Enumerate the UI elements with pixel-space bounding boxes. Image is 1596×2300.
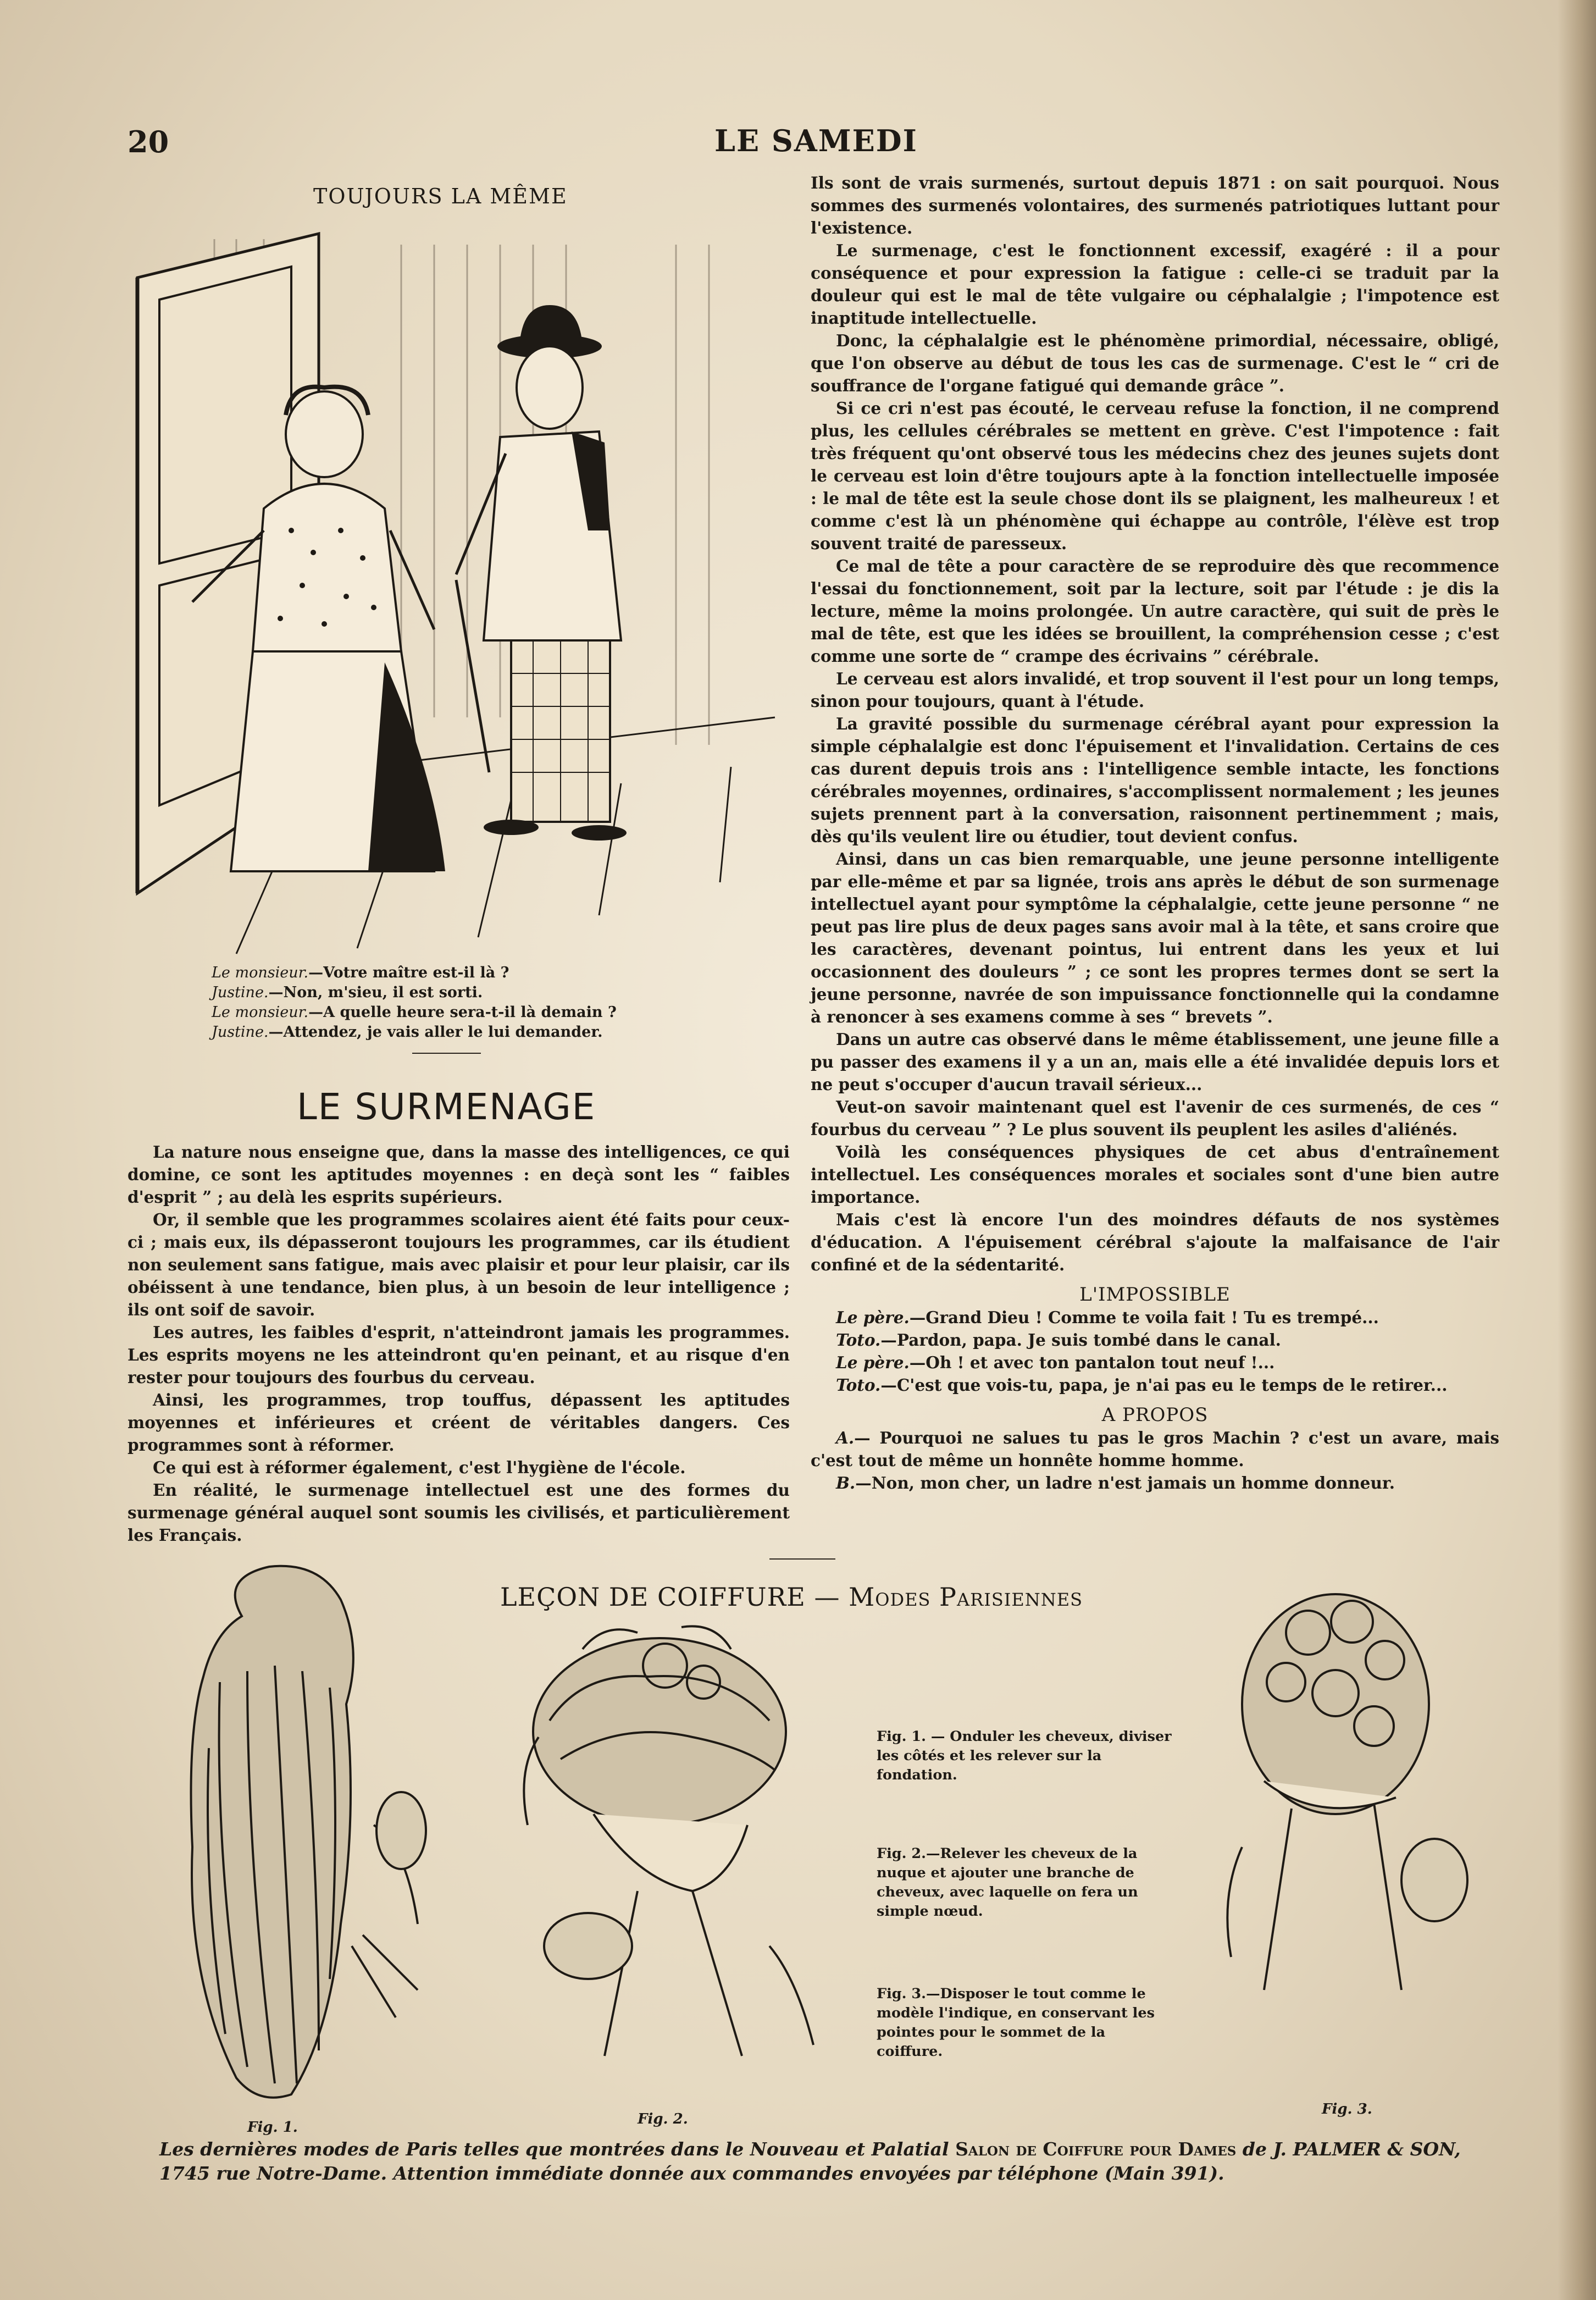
paragraph: Or, il semble que les programmes scolaires aient été faits pour ceux-ci ; mais eux, ils dépasseront toujours les programmes, car ils étudient non seulement sans fatigue, mais avec plaisir et pour leur plaisir, car ils obéissent à une tendance, bien plus, à un besoin de leur intelligence ; ils ont soif de savoir. (128, 1210, 790, 1319)
figure-note-3: Fig. 3.—Disposer le tout comme le modèle l'indique, en conservant les pointes pour le sommet de la coiffure. (877, 1986, 1155, 2060)
dialogue-text: — Pourquoi ne salues tu pas le gros Machin ? c'est un avare, mais c'est tout de même un honnête homme homme. (811, 1428, 1499, 1470)
apropos-title: A PROPOS (1101, 1404, 1209, 1426)
paragraph: En réalité, le surmenage intellectuel est une des formes du surmenage général auquel sont soumis les civilisés, et particulièrement les Français. (128, 1480, 790, 1545)
paragraph: Ainsi, dans un cas bien remarquable, une jeune personne intelligente par elle-même et par sa lignée, trois ans après le début de son surmenage intellectuel ayant pour symptôme la céphalalgie, cette jeune personne “ ne peut pas lire plus de deux pages sans avoir mal à la tête, et sans croire que les caractères, devenant pointus, lui entrent dans les yeux et lui occasionnent des douleurs ” ; ce sont les propres termes dont se sert la jeune personne, navrée de son impuissance fonctionnelle qui la condamne à renoncer à ses examens comme à ses “ brevets ”. (811, 849, 1499, 1026)
dialogue-text: —Non, mon cher, un ladre n'est jamais un homme donneur. (855, 1473, 1395, 1492)
dialogue-speaker: Toto. (836, 1330, 881, 1350)
paragraph: La gravité possible du surmenage cérébral ayant pour expression la simple céphalalgie est donc l'épuisement et l'invalidation. Certains de ces cas durent depuis trois ans : l'intelligence semble intacte, les fonctions cérébrales moyennes, ordinaires, s'accomplissent normalement ; les jeunes sujets prennent part à la conversation, raisonnent pertinemment ; mais, dès qu'ils veulent lire ou étudier, tout devient confus. (811, 714, 1499, 846)
page-number: 20 (128, 124, 169, 159)
hairstyle-figure-3 (1227, 1594, 1467, 1990)
paragraph: Voilà les conséquences physiques de cet abus d'entraînement intellectuel. Les conséquences morales et sociales sont d'une bien autre importance. (811, 1142, 1499, 1207)
dialogue-speaker: Toto. (836, 1375, 881, 1395)
figure-label-2: Fig. 2. (638, 2111, 688, 2127)
article-right-column (811, 172, 1499, 1494)
masthead: LE SAMEDI (714, 123, 918, 158)
dialogue-line (811, 1427, 1499, 1472)
coiffure-title-main: LEÇON DE COIFFURE — (500, 1582, 840, 1612)
article-left-column (128, 1141, 790, 1546)
paragraph: Veut-on savoir maintenant quel est l'avenir de ces surmenés, de ces “ fourbus du cerveau ” ? Le plus souvent ils peuplent les asiles d'aliénés. (811, 1097, 1499, 1139)
dialogue-line (811, 1472, 1499, 1494)
dialogue-speaker: Le père. (836, 1353, 910, 1372)
dialogue-speaker: B. (836, 1473, 856, 1492)
hairstyle-figure-2 (524, 1626, 813, 2056)
page-gutter-shadow (1558, 0, 1596, 2300)
caption-text: —Non, m'sieu, il est sorti. (268, 984, 483, 1001)
impossible-title: L'IMPOSSIBLE (1079, 1284, 1231, 1306)
caption-speaker: Justine. (212, 1024, 269, 1041)
figure-note-1: Fig. 1. — Onduler les cheveux, diviser les côtés et les relever sur la fondation. (877, 1728, 1172, 1783)
cartoon-title: TOUJOURS LA MÊME (313, 184, 568, 208)
dialogue-text: —C'est que vois-tu, papa, je n'ai pas eu le temps de le retirer... (880, 1375, 1448, 1395)
article-title: LE SURMENAGE (297, 1086, 596, 1128)
dialogue-text: —Oh ! et avec ton pantalon tout neuf !... (909, 1353, 1275, 1372)
caption-line (212, 1022, 651, 1042)
caption-text: —A quelle heure sera-t-il là demain ? (308, 1004, 617, 1021)
paragraph: Ainsi, les programmes, trop touffus, dépassent les aptitudes moyennes et inférieures et créent de véritables dangers. Ces programmes sont à réformer. (128, 1390, 790, 1455)
hairstyle-illustrations (110, 1539, 1517, 2166)
dialogue-speaker: A. (836, 1428, 855, 1447)
paragraph: Ce mal de tête a pour caractère de se reproduire dès que recommence l'essai du fonctionnement, soit par la lecture, soit par l'étude : je dis la lecture, même la moins prolongée. Un autre caractère, qui suit de près le mal de tête, est que les idées se brouillent, la compréhension cesse ; c'est comme une sorte de “ crampe des écrivains ” cérébrale. (811, 556, 1499, 666)
divider (412, 1053, 481, 1054)
caption-speaker: Le monsieur. (212, 1004, 309, 1021)
paragraph: Les autres, les faibles d'esprit, n'atteindront jamais les programmes. Les esprits moyens ne les atteindront qu'en peinant, et au risque d'en rester pour toujours des fourbus du cerveau. (128, 1323, 790, 1387)
paragraph: Mais c'est là encore l'un des moindres défauts de nos systèmes d'éducation. A l'épuisement cérébral s'ajoute la malfaisance de l'air confiné et de la sédentarité. (811, 1210, 1499, 1274)
caption-line (212, 963, 651, 983)
credit-text-a: Les dernières modes de Paris telles que montrées dans le Nouveau et Palatial (159, 2138, 949, 2160)
dialogue-line (811, 1374, 1499, 1396)
caption-speaker: Le monsieur. (212, 964, 309, 981)
paragraph: Le surmenage, c'est le fonctionnent excessif, exagéré : il a pour conséquence et pour expression la fatigue : celle-ci se traduit par la douleur qui est le mal de tête vulgaire ou céphalalgie ; l'impotence est inaptitude intellectuelle. (811, 241, 1499, 328)
credit-text-b: de J. PALMER & SON, 1745 rue Notre-Dame. Attention immédiate donnée aux commandes envoyées par téléphone (Main 391). (159, 2138, 1461, 2184)
figure-label-3: Fig. 3. (1322, 2101, 1372, 2117)
paragraph: Le cerveau est alors invalidé, et trop souvent il l'est pour un long temps, sinon pour toujours, quant à l'étude. (811, 669, 1499, 711)
coiffure-title-sub: Modes Parisiennes (849, 1582, 1083, 1612)
salon-credit (159, 2137, 1517, 2186)
dialogue-line (811, 1351, 1499, 1374)
cartoon-illustration (126, 223, 780, 965)
dialogue-text: —Grand Dieu ! Comme te voila fait ! Tu es trempé... (909, 1308, 1379, 1327)
paragraph: Si ce cri n'est pas écouté, le cerveau refuse la fonction, il ne comprend plus, les cellules cérébrales se mettent en grève. C'est l'impotence : fait très fréquent qu'ont observé tous les médecins chez des jeunes sujets dont le cerveau est loin d'être toujours apte à la fonction intellectuelle imposée : le mal de tête est la seule chose dont ils se plaignent, les malheureux ! et comme c'est là un phénomène qui échappe au contrôle, l'élève est trop souvent traité de paresseux. (811, 399, 1499, 553)
paragraph: Ils sont de vrais surmenés, surtout depuis 1871 : on sait pourquoi. Nous sommes des surmenés volontaires, des surmenés patriotiques luttant pour l'existence. (811, 173, 1499, 237)
credit-salon-name: Salon de Coiffure pour Dames (955, 2138, 1237, 2160)
paragraph: Donc, la céphalalgie est le phénomène primordial, nécessaire, obligé, que l'on observe au début de tous les cas de surmenage. C'est le “ cri de souffrance de l'organe fatigué qui demande grâce ”. (811, 331, 1499, 395)
caption-speaker: Justine. (212, 984, 269, 1001)
figure-note-2: Fig. 2.—Relever les cheveux de la nuque et ajouter une branche de cheveux, avec laquelle on fera un simple nœud. (877, 1845, 1138, 1920)
dialogue-line (811, 1306, 1499, 1329)
paragraph: Dans un autre cas observé dans le même établissement, une jeune fille a pu passer des examens il y a un an, mais elle a été invalidée depuis lors et ne peut s'occuper d'aucun travail sérieux... (811, 1030, 1499, 1094)
figure-label-1: Fig. 1. (247, 2119, 298, 2136)
caption-text: —Votre maître est-il là ? (308, 964, 509, 981)
dialogue-speaker: Le père. (836, 1308, 910, 1327)
cartoon-captions (212, 963, 651, 1042)
dialogue-line (811, 1329, 1499, 1351)
dialogue-text: —Pardon, papa. Je suis tombé dans le canal. (880, 1330, 1281, 1350)
caption-text: —Attendez, je vais aller le lui demander. (268, 1024, 603, 1041)
paragraph: La nature nous enseigne que, dans la masse des intelligences, ce qui domine, ce sont les aptitudes moyennes : en deçà sont les “ faibles d'esprit ” ; au delà les esprits supérieurs. (128, 1142, 790, 1207)
paragraph: Ce qui est à réformer également, c'est l'hygiène de l'école. (153, 1458, 686, 1477)
hairstyle-figure-1 (191, 1566, 426, 2098)
caption-line (212, 1003, 651, 1022)
caption-line (212, 983, 651, 1003)
